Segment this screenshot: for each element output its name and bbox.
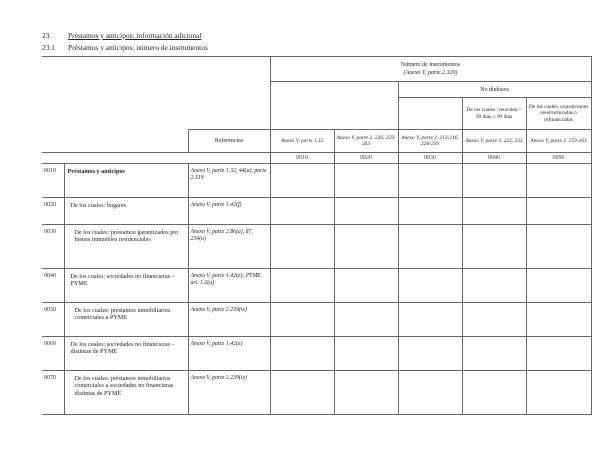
row-code: 0020 xyxy=(42,198,64,225)
data-cell[interactable] xyxy=(270,225,334,269)
data-cell[interactable] xyxy=(462,371,526,415)
table-row xyxy=(42,371,591,415)
data-cell[interactable] xyxy=(334,371,398,415)
column-label xyxy=(398,98,462,130)
row-code: 0050 xyxy=(42,303,64,337)
row-label: De los cuales: préstamos garantizados por bienes inmuebles residenciales xyxy=(64,225,188,269)
subsection-heading xyxy=(42,43,208,52)
blank-cell xyxy=(42,153,270,164)
column-label: De los cuales: vencidos > 30 días ≤ 90 días xyxy=(462,98,526,130)
column-code: 0090 xyxy=(526,153,591,164)
column-reference: Anexo V, parte 2. 222, 233 xyxy=(462,130,526,153)
section-heading xyxy=(42,31,201,40)
data-cell[interactable] xyxy=(398,198,462,225)
row-code: 0030 xyxy=(42,225,64,269)
row-code: 0010 xyxy=(42,164,64,198)
table-row xyxy=(42,225,591,269)
row-reference: Anexo V, parte 2.239(ix) xyxy=(188,371,270,415)
table-row xyxy=(42,337,591,371)
data-cell[interactable] xyxy=(398,269,462,303)
blank-cell xyxy=(42,130,188,153)
data-cell[interactable] xyxy=(462,164,526,198)
data-cell[interactable] xyxy=(270,303,334,337)
subsection-number: 23.1 xyxy=(42,43,55,52)
table-row xyxy=(42,269,591,303)
row-code: 0040 xyxy=(42,269,64,303)
row-code: 0070 xyxy=(42,371,64,415)
blank-corner xyxy=(42,57,270,130)
data-cell[interactable] xyxy=(398,164,462,198)
blank-header-cell xyxy=(270,82,398,130)
data-cell[interactable] xyxy=(462,337,526,371)
table-row xyxy=(42,303,591,337)
column-reference: Anexo V, parte 1.32 xyxy=(270,130,334,153)
data-cell[interactable] xyxy=(398,337,462,371)
row-label: De los cuales: sociedades no financieras – PYME xyxy=(64,269,188,303)
references-header: Referencias xyxy=(188,130,270,153)
row-reference: Anexo V, parte 2.86(a), 87, 234(a) xyxy=(188,225,270,269)
data-cell[interactable] xyxy=(270,371,334,415)
column-reference: Anexo V, parte 2. 236, 259-263 xyxy=(334,130,398,153)
row-reference: Anexo V, parte 2.239(ix) xyxy=(188,303,270,337)
row-label: Préstamos y anticipos xyxy=(64,164,188,198)
data-cell[interactable] xyxy=(526,269,591,303)
data-cell[interactable] xyxy=(398,225,462,269)
column-reference: Anexo V, parte 2. 213-216, 226-239 xyxy=(398,130,462,153)
section-number: 23. xyxy=(42,31,52,40)
row-reference: Anexo V, parte 1.42(f) xyxy=(188,198,270,225)
data-cell[interactable] xyxy=(334,269,398,303)
column-code: 0010 xyxy=(270,153,334,164)
row-label: De los cuales: hogares xyxy=(64,198,188,225)
data-cell[interactable] xyxy=(270,337,334,371)
row-label: De los cuales: préstamos inmobiliarios comerciales a sociedades no financieras distintas de PYME xyxy=(64,371,188,415)
table-row xyxy=(42,164,591,198)
column-label: De los cuales: exposiciones reestructuradas o refinanciadas xyxy=(526,98,591,130)
data-cell[interactable] xyxy=(270,198,334,225)
subsection-title: Préstamos y anticipos: número de instrumentos xyxy=(68,43,208,52)
section-title: Préstamos y anticipos: información adicional xyxy=(68,31,202,40)
row-code: 0060 xyxy=(42,337,64,371)
data-cell[interactable] xyxy=(334,337,398,371)
group-header xyxy=(270,57,591,82)
data-cell[interactable] xyxy=(462,269,526,303)
row-reference: Anexo V, parte 1.42(e); PYME art. 1.2(a) xyxy=(188,269,270,303)
column-code: 0030 xyxy=(398,153,462,164)
column-code: 0040 xyxy=(462,153,526,164)
row-label: De los cuales: préstamos inmobiliarios comerciales a PYME xyxy=(64,303,188,337)
data-cell[interactable] xyxy=(526,198,591,225)
data-cell[interactable] xyxy=(334,198,398,225)
data-cell[interactable] xyxy=(334,225,398,269)
table-row xyxy=(42,198,591,225)
data-cell[interactable] xyxy=(462,303,526,337)
data-cell[interactable] xyxy=(526,371,591,415)
column-code: 0020 xyxy=(334,153,398,164)
data-cell[interactable] xyxy=(270,164,334,198)
data-cell[interactable] xyxy=(526,225,591,269)
data-cell[interactable] xyxy=(462,225,526,269)
data-cell[interactable] xyxy=(526,337,591,371)
group-header-title: Número de instrumentos xyxy=(400,62,461,68)
data-cell[interactable] xyxy=(526,164,591,198)
data-cell[interactable] xyxy=(398,371,462,415)
data-cell[interactable] xyxy=(334,164,398,198)
data-cell[interactable] xyxy=(526,303,591,337)
data-cell[interactable] xyxy=(334,303,398,337)
row-label: De los cuales: sociedades no financieras – distintas de PYME xyxy=(64,337,188,371)
data-cell[interactable] xyxy=(270,269,334,303)
group-header-reference: (Anexo V, parte 2.320) xyxy=(403,70,458,76)
data-cell[interactable] xyxy=(398,303,462,337)
row-reference: Anexo V, parte 1.32, 44(a), parte 2.319 xyxy=(188,164,270,198)
no-dudosos-header: No dudosos xyxy=(398,82,591,98)
column-reference: Anexo V, parte 2. 259-263 xyxy=(526,130,591,153)
instruments-table xyxy=(42,56,592,415)
row-reference: Anexo V, parte 1.42(e) xyxy=(188,337,270,371)
data-cell[interactable] xyxy=(462,198,526,225)
